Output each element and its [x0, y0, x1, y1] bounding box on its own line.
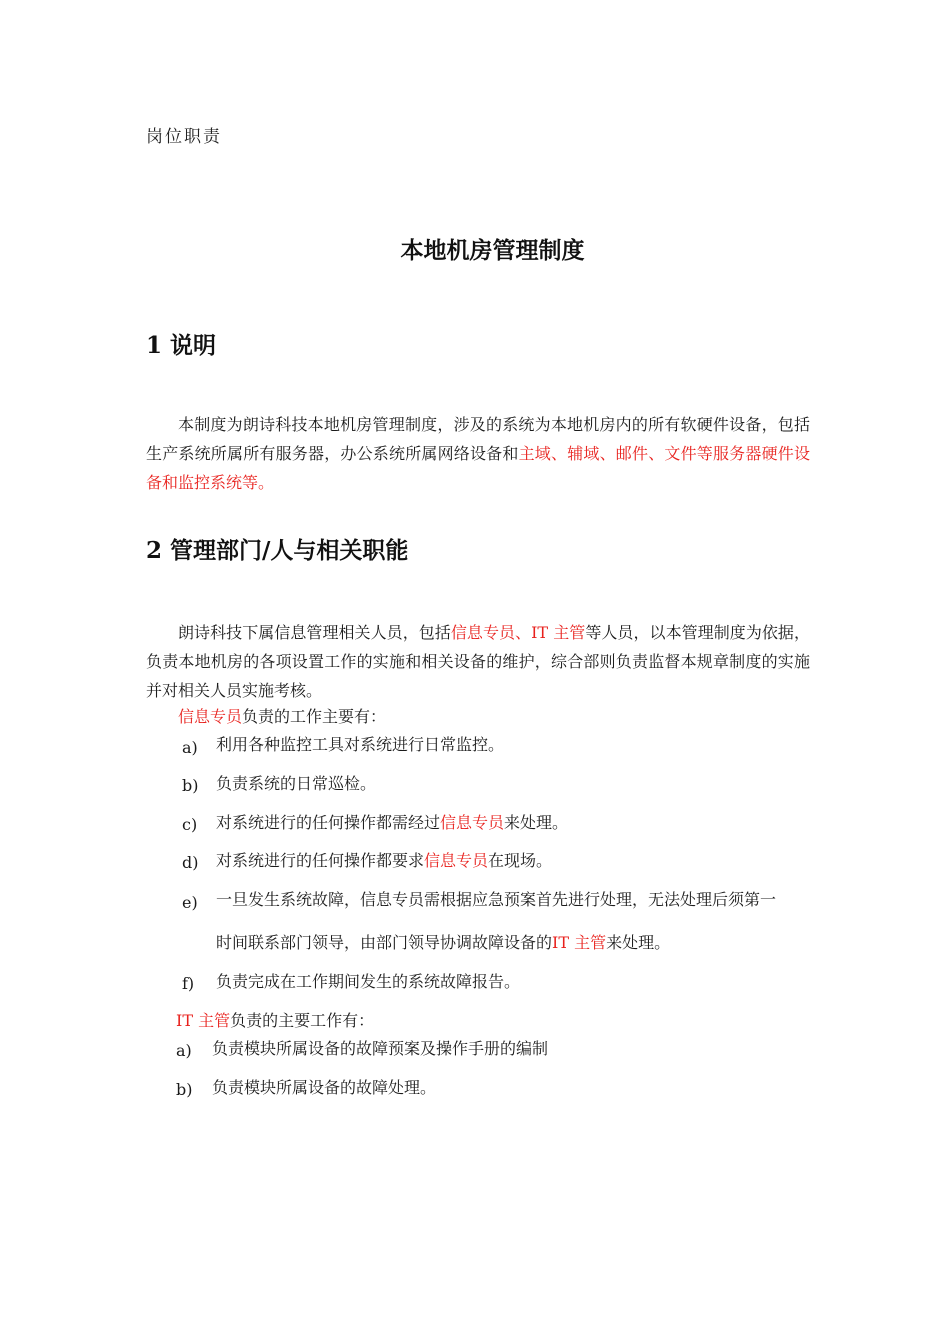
info-item-e-line-1: 一旦发生系统故障，信息专员需根据应急预案首先进行处理，无法处理后须第一 — [216, 890, 777, 909]
info-item-d-post: 在现场。 — [488, 851, 553, 870]
it-item-b-text: 负责模块所属设备的故障处理。 — [212, 1078, 437, 1097]
section-1-text: 本制度为朗诗科技本地机房管理制度，涉及的系统为本地机房内的所有软硬件设备，包括生产系统所属所有服务器，办公系统所属网络设备和 — [146, 415, 810, 463]
it-item-a-text: 负责模块所属设备的故障预案及操作手册的编制 — [212, 1039, 549, 1058]
info-item-e-role: IT 主管 — [552, 933, 607, 952]
section-1-paragraph — [146, 410, 810, 497]
info-item-f-text: 负责完成在工作期间发生的系统故障报告。 — [216, 972, 521, 991]
section-2-highlight: 信息专员、IT 主管 — [450, 623, 586, 642]
info-item-e-marker: e) — [182, 893, 198, 912]
document-title: 本地机房管理制度 — [400, 237, 585, 264]
info-item-a-marker: a) — [182, 738, 198, 757]
section-1-highlight: 主域、辅域、邮件、文件等服务器硬件设备和监控系统等。 — [146, 444, 810, 492]
section-2-heading: 2 管理部门/人与相关职能 — [146, 537, 409, 564]
it-manager-intro — [176, 1010, 374, 1032]
info-item-e-pre: 时间联系部门领导，由部门领导协调故障设备的 — [216, 933, 553, 952]
info-item-d-text — [216, 850, 552, 872]
info-item-c-role: 信息专员 — [440, 813, 505, 832]
info-item-d-role: 信息专员 — [424, 851, 489, 870]
info-item-b-marker: b) — [182, 776, 199, 795]
info-item-e-line-2 — [216, 932, 670, 954]
it-item-b-marker: b) — [176, 1080, 193, 1099]
info-item-c-pre: 对系统进行的任何操作都需经过 — [216, 813, 441, 832]
section-2-text-1: 朗诗科技下属信息管理相关人员，包括 — [178, 623, 451, 642]
info-item-c-marker: c) — [182, 815, 198, 834]
info-item-d-marker: d) — [182, 853, 199, 872]
info-officer-role: 信息专员 — [178, 707, 243, 726]
info-item-f-marker: f) — [182, 974, 195, 993]
info-item-b-text: 负责系统的日常巡检。 — [216, 774, 377, 793]
info-item-c-post: 来处理。 — [504, 813, 569, 832]
it-manager-role: IT 主管 — [176, 1011, 231, 1030]
info-item-a-text: 利用各种监控工具对系统进行日常监控。 — [216, 735, 505, 754]
page-header: 岗位职责 — [146, 127, 222, 147]
it-item-a-marker: a) — [176, 1041, 192, 1060]
section-2-paragraph — [146, 618, 810, 705]
info-item-d-pre: 对系统进行的任何操作都要求 — [216, 851, 425, 870]
info-officer-intro — [178, 706, 386, 728]
section-2-text-2: 等人员，以本管理制度为依据，负责本地机房的各项设置工作的实施和相关设备的维护，综合部则负责监督本规章制度的实施并对相关人员实施考核。 — [146, 623, 810, 700]
info-item-e-post: 来处理。 — [606, 933, 671, 952]
it-manager-intro-text: 负责的主要工作有： — [230, 1011, 375, 1030]
info-officer-intro-text: 负责的工作主要有： — [242, 707, 387, 726]
info-item-c-text — [216, 812, 568, 834]
section-1-heading: 1 说明 — [146, 332, 217, 359]
